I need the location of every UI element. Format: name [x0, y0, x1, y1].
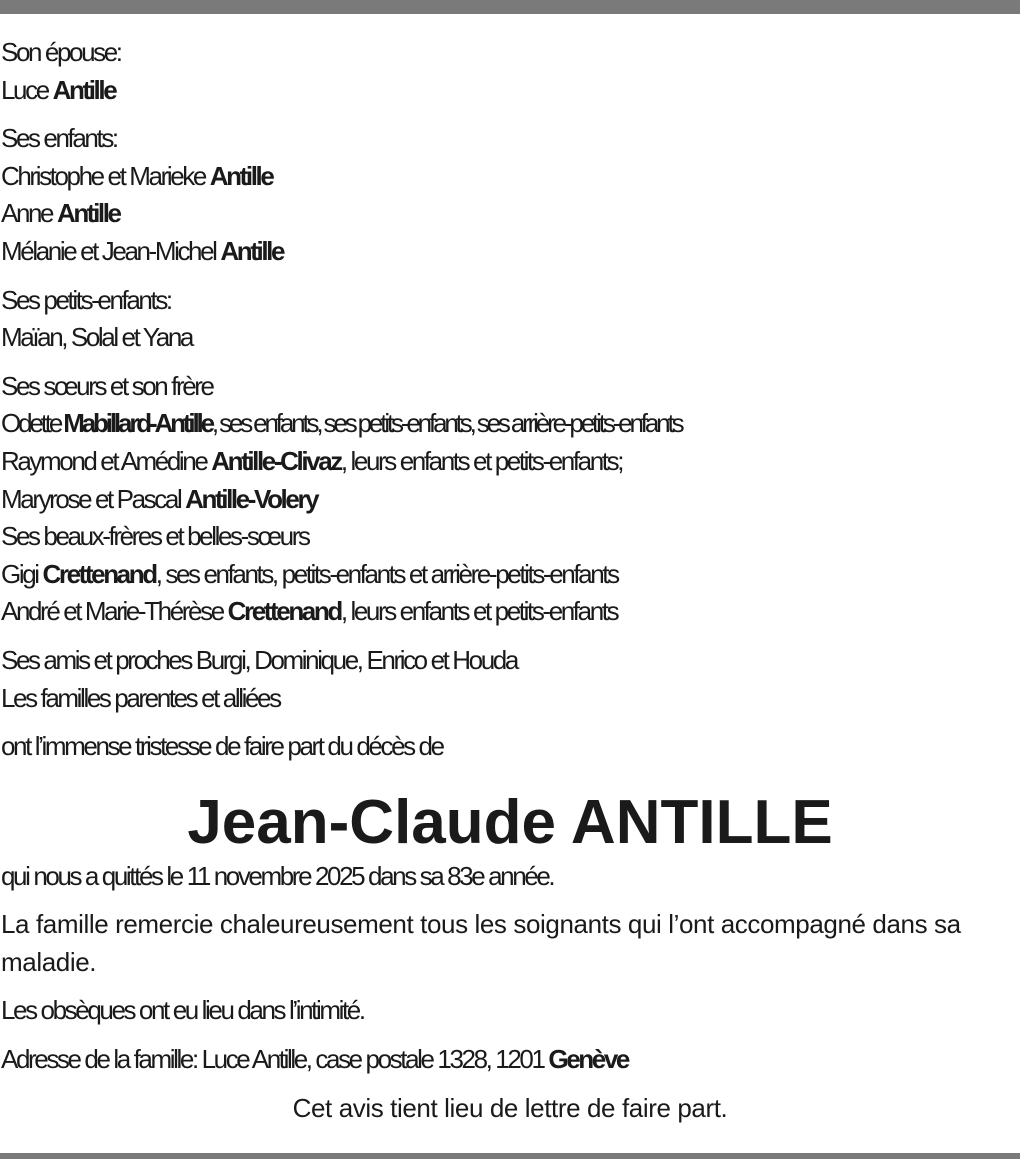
child-line: Christophe et Marieke Antille	[1, 160, 273, 191]
child-line: Mélanie et Jean-Michel Antille	[1, 235, 284, 266]
siblings-section	[1, 368, 1019, 631]
children-heading: Ses enfants:	[1, 123, 117, 154]
grandchildren-heading: Ses petits-enfants:	[1, 284, 171, 315]
spouse-section	[1, 34, 1019, 109]
sibling-line: Raymond et Amédine Antille-Clivaz, leurs enfants et petits-enfants;	[1, 445, 623, 476]
spouse-line: Luce Antille	[1, 74, 116, 105]
thanks-note: La famille remercie chaleureusement tous les soignants qui l’ont accompagné dans sa maladie.	[1, 909, 961, 977]
inlaw-line: Gigi Crettenand, ses enfants, petits-enfants et arrière-petits-enfants	[1, 558, 618, 589]
passed-note	[1, 858, 1019, 896]
sibling-line: Odette Mabillard-Antille, ses enfants, ses petits-enfants, ses arrière-petits-enfants	[1, 408, 682, 439]
passed-text: qui nous a quittés le 11 novembre 2025 dans sa 83e année.	[1, 860, 554, 891]
friends-line: Ses amis et proches Burgi, Dominique, Enrico et Houda	[1, 644, 517, 675]
inlaws-heading: Ses beaux-frères et belles-sœurs	[1, 521, 309, 552]
siblings-heading: Ses sœurs et son frère	[1, 370, 213, 401]
family-address	[1, 1041, 1019, 1079]
top-divider	[0, 0, 1020, 14]
obituary-text	[1, 34, 1019, 1138]
inlaw-line: André et Marie-Thérèse Crettenand, leurs enfants et petits-enfants	[1, 596, 618, 627]
closing-note: Cet avis tient lieu de lettre de faire part.	[292, 1092, 728, 1123]
grandchildren-names: Maïan, Solal et Yana	[1, 322, 192, 353]
bottom-divider	[0, 1153, 1020, 1159]
sibling-line: Maryrose et Pascal Antille-Volery	[1, 483, 318, 514]
friends-section	[1, 642, 1019, 717]
child-line: Anne Antille	[1, 198, 120, 229]
deceased-name: Jean-Claude ANTILLE	[187, 787, 833, 857]
spouse-heading: Son épouse:	[1, 37, 121, 67]
announcement	[1, 728, 1019, 766]
funeral-text: Les obsèques ont eu lieu dans l’intimité.	[1, 995, 364, 1026]
children-section	[1, 120, 1019, 270]
grandchildren-section	[1, 282, 1019, 357]
funeral-note	[1, 992, 1019, 1030]
address-line: Adresse de la famille: Luce Antille, case postale 1328, 1201 Genève	[1, 1044, 628, 1075]
families-line: Les familles parentes et alliées	[1, 682, 280, 713]
announcement-text: ont l’immense tristesse de faire part du décès de	[1, 731, 443, 762]
